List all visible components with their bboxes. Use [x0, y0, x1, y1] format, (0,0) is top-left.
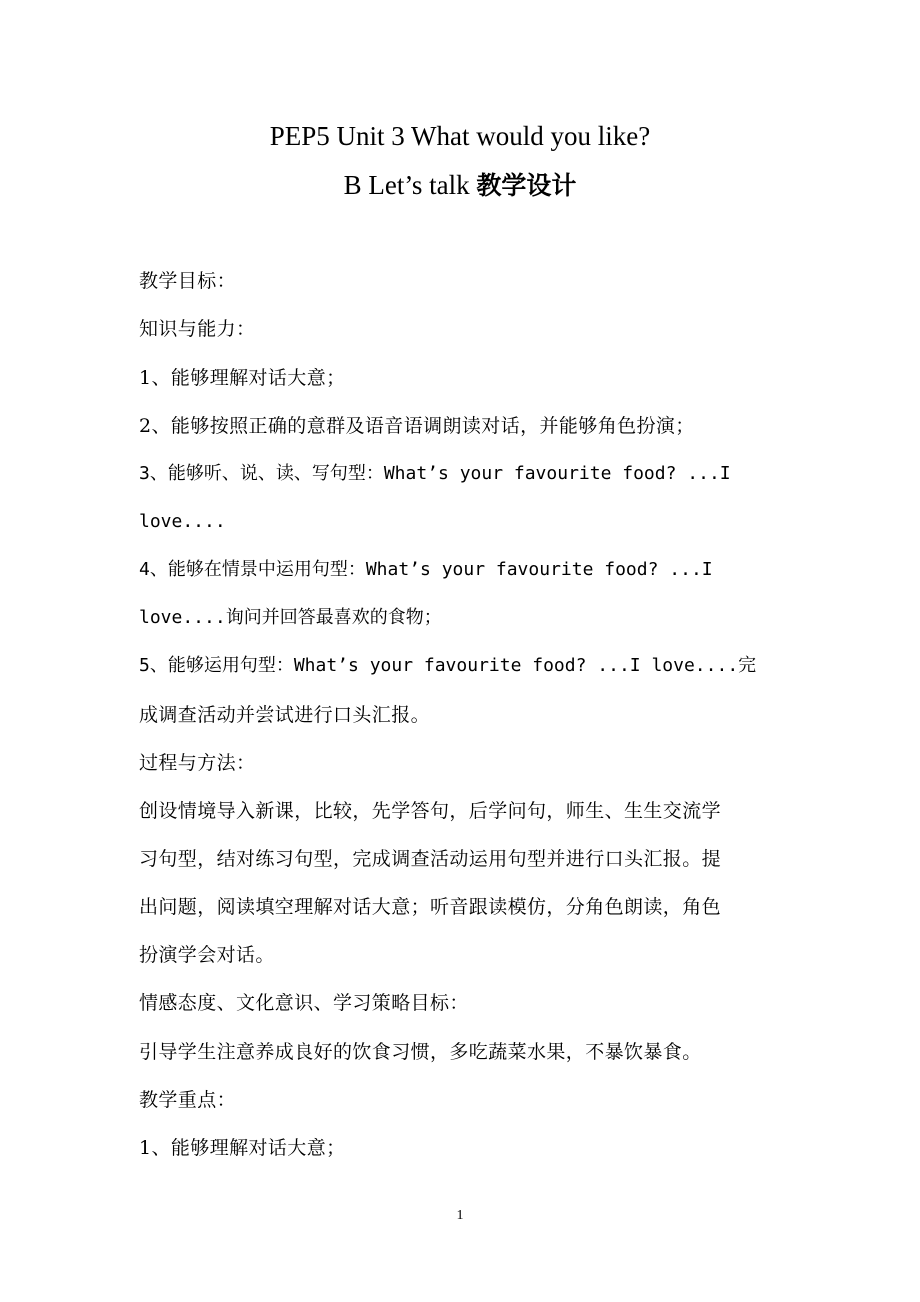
objective-5: 5、能够运用句型：What’s your favourite food? ...I love....完	[139, 655, 757, 676]
emotional-goals-text: 引导学生注意养成良好的饮食习惯，多吃蔬菜水果，不暴饮暴食。	[139, 1041, 702, 1063]
heading-knowledge-ability: 知识与能力：	[139, 318, 256, 340]
objective-3: 3、能够听、说、读、写句型：What’s your favourite food? ...I	[139, 463, 731, 484]
process-paragraph-line4: 扮演学会对话。	[139, 944, 275, 966]
process-paragraph-line1: 创设情境导入新课，比较，先学答句，后学问句，师生、生生交流学	[139, 800, 722, 822]
objective-3-cont: love....	[139, 511, 226, 532]
document-title-line1: PEP5 Unit 3 What would you like?	[269, 121, 651, 151]
process-paragraph-line3: 出问题，阅读填空理解对话大意；听音跟读模仿，分角色朗读，角色	[139, 896, 722, 918]
focus-item-1: 1、能够理解对话大意；	[139, 1137, 346, 1159]
heading-teaching-focus: 教学重点：	[139, 1089, 237, 1111]
objective-4: 4、能够在情景中运用句型：What’s your favourite food? ...I	[139, 559, 713, 580]
document-title-line2	[0, 168, 920, 203]
objective-4-cont: love....询问并回答最喜欢的食物；	[139, 607, 442, 628]
process-paragraph-line2: 习句型，结对练习句型，完成调查活动运用句型并进行口头汇报。提	[139, 848, 722, 870]
heading-process-methods: 过程与方法：	[139, 752, 256, 774]
heading-teaching-objectives: 教学目标：	[139, 270, 237, 292]
document-title-line2-cn: 教学设计	[476, 171, 577, 200]
objective-2: 2、能够按照正确的意群及语音语调朗读对话，并能够角色扮演；	[139, 415, 695, 437]
heading-emotional-goals: 情感态度、文化意识、学习策略目标：	[139, 992, 469, 1014]
objective-1: 1、能够理解对话大意；	[139, 367, 346, 389]
objective-5-cont: 成调查活动并尝试进行口头汇报。	[139, 704, 431, 726]
document-title-line2-en: B Let’s talk	[343, 170, 477, 200]
page-number: 1	[456, 1208, 464, 1223]
